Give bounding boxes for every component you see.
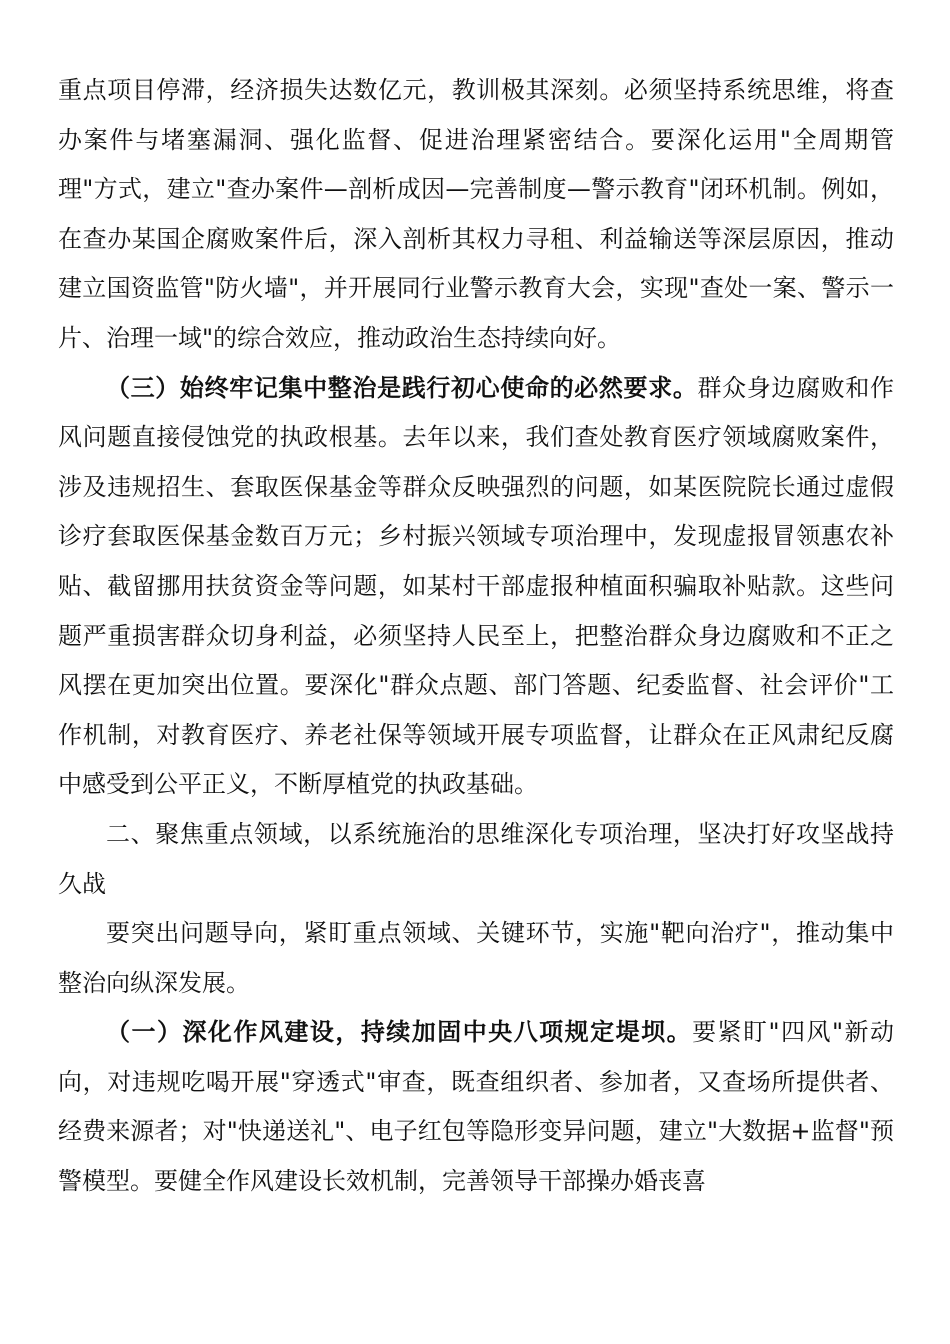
section-heading-one: （一）深化作风建设，持续加固中央八项规定堤坝。 [106,1018,693,1047]
paragraph-intro: 要突出问题导向，紧盯重点领域、关键环节，实施"靶向治疗"，推动集中整治向纵深发展。 [58,919,894,997]
chapter-heading-two: 二、聚焦重点领域，以系统施治的思维深化专项治理，坚决打好攻坚战持久战 [58,819,894,898]
paragraph-continuation: 重点项目停滞，经济损失达数亿元，教训极其深刻。必须坚持系统思维，将查办案件与堵塞漏洞、强化监督、促进治理紧密结合。要深化运用"全周期管理"方式，建立"查办案件—剖析成因—完善制度—警示教育"闭环机制。例如，在查办某国企腐败案件后，深入剖析其权力寻租、利益输送等深层原因，推动建立国资监管"防火墙"，并开展同行业警示教育大会，实现"查处一案、警示一片、治理一域"的综合效应，推动政治生态持续向好。 [58,76,894,352]
section-body-one: 要紧盯"四风"新动向，对违规吃喝开展"穿透式"审查，既查组织者、参加者，又查场所提供者、经费来源者；对"快递送礼"、电子红包等隐形变异问题，建立"大数据+监督"预警模型。要健全作风建设长效机制，完善领导干部操办婚丧喜 [58,1018,895,1196]
document-body [58,66,894,1207]
paragraph-section-three [58,364,894,810]
section-body-three: 群众身边腐败和作风问题直接侵蚀党的执政根基。去年以来，我们查处教育医疗领域腐败案件，涉及违规招生、套取医保基金等群众反映强烈的问题，如某医院院长通过虚假诊疗套取医保基金数百万元；乡村振兴领域专项治理中，发现虚报冒领惠农补贴、截留挪用扶贫资金等问题，如某村干部虚报种植面积骗取补贴款。这些问题严重损害群众切身利益，必须坚持人民至上，把整治群众身边腐败和不正之风摆在更加突出位置。要深化"群众点题、部门答题、纪委监督、社会评价"工作机制，对教育医疗、养老社保等领域开展专项监督，让群众在正风肃纪反腐中感受到公平正义，不断厚植党的执政基础。 [58,373,894,799]
paragraph-section-one [58,1008,894,1206]
section-heading-three: （三）始终牢记集中整治是践行初心使命的必然要求。 [106,373,698,402]
